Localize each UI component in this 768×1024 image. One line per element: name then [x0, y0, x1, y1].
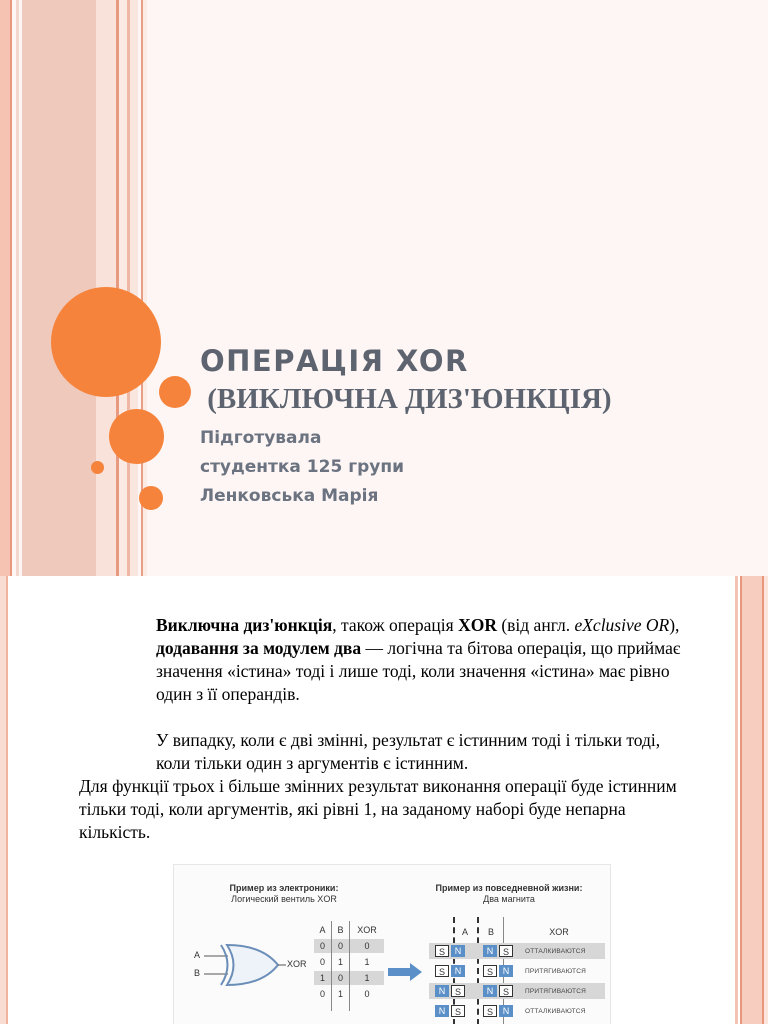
right-caption-title: Пример из повседневной жизни: [435, 883, 583, 893]
decor-circle [51, 287, 161, 397]
right-caption-subtitle: Два магнита [483, 894, 535, 904]
magnet-a [435, 965, 467, 977]
table-header: XOR [357, 925, 377, 935]
left-caption-subtitle: Логический вентиль XOR [231, 894, 337, 904]
table-header: B [337, 925, 344, 935]
table-cell: 1 [337, 989, 343, 999]
arrow-right-icon [388, 963, 424, 981]
decor-circle [109, 409, 164, 464]
multi-variable-paragraph: Для функції трьох і більше змінних результат виконання операції буде істинним тільки тоді, коли аргументів, які рівні 1, на заданому наборі буде непарна кількість. [79, 776, 677, 842]
left-caption [204, 883, 364, 905]
magnet-pole: S [435, 965, 449, 977]
magnet-pole: S [499, 985, 513, 997]
subtitle-line: Підготувала [200, 428, 322, 448]
left-caption-title: Пример из электроники: [229, 883, 339, 893]
table-cell: 0 [364, 989, 370, 999]
magnet-pole: S [451, 1005, 465, 1017]
table-cell: 1 [364, 957, 370, 967]
decor-strip [6, 576, 8, 1024]
title-line-1: ОПЕРАЦІЯ XOR [200, 344, 469, 378]
magnet-pole: S [435, 945, 449, 957]
gate-output: XOR [287, 959, 307, 969]
table-cell: 0 [319, 989, 325, 999]
definition-paragraph [79, 614, 691, 706]
magnet-header: A [461, 927, 468, 937]
text-run: — логічна та бітова операція, що приймає значення «істина» тоді і лише тоді, коли значення «істина» має рівно один з її операндів. [156, 638, 681, 704]
slide-title [200, 344, 760, 416]
table-header: A [319, 925, 326, 935]
text-run: (від англ. [496, 615, 575, 635]
decor-strip [735, 576, 738, 1024]
text-run: , також операція [332, 615, 459, 635]
decor-strip [130, 0, 138, 576]
decor-circle [91, 461, 104, 474]
decor-strip [0, 0, 10, 576]
content-slide [0, 576, 768, 1024]
body-text [79, 614, 691, 844]
magnet-pole: N [499, 965, 513, 977]
magnet-result: ПРИТЯГИВАЮТСЯ [525, 968, 587, 975]
magnet-b [483, 965, 515, 977]
magnet-a [435, 985, 467, 997]
magnet-b [483, 945, 515, 957]
magnet-pole: N [451, 965, 465, 977]
english-term: eXclusive OR [574, 615, 670, 635]
gate-input-b: B [194, 968, 201, 978]
decor-strip [16, 0, 19, 576]
magnet-table [429, 917, 605, 1024]
magnet-pole: N [483, 945, 497, 957]
subtitle-line: студентка 125 групи [200, 457, 404, 477]
magnet-result: ПРИТЯГИВАЮТСЯ [525, 988, 587, 995]
decor-strip [764, 576, 768, 1024]
table-cell: 0 [319, 941, 325, 951]
table-cell: 1 [319, 973, 325, 983]
magnet-pole: N [451, 945, 465, 957]
table-cell: 0 [319, 957, 325, 967]
magnet-a [435, 945, 467, 957]
term-bold: Виключна диз'юнкція [156, 615, 333, 635]
slide-subtitle [200, 424, 404, 511]
magnet-b [483, 985, 515, 997]
magnet-header: XOR [549, 927, 569, 937]
magnet-a [435, 1005, 467, 1017]
gate-input-a: A [194, 950, 201, 960]
magnet-pole: N [499, 1005, 513, 1017]
decor-strip [742, 576, 762, 1024]
magnet-pole: S [451, 985, 465, 997]
magnet-pole: S [483, 1005, 497, 1017]
magnet-pole: S [499, 945, 513, 957]
magnet-pole: N [483, 985, 497, 997]
xor-bold: XOR [458, 615, 497, 635]
table-cell: 0 [337, 941, 343, 951]
truth-table [314, 921, 384, 1011]
modulo-two-bold: додавання за модулем два [156, 638, 362, 658]
magnet-pole: S [483, 965, 497, 977]
magnet-pole: N [435, 985, 449, 997]
decor-circle [159, 376, 191, 408]
table-cell: 0 [337, 973, 343, 983]
decor-strip [10, 0, 12, 576]
magnet-header: B [487, 927, 494, 937]
xor-illustration [173, 864, 611, 1024]
magnet-result: ОТТАЛКИВАЮТСЯ [525, 1008, 586, 1015]
magnet-b [483, 1005, 515, 1017]
two-variable-paragraph: У випадку, коли є дві змінні, результат є істинним тоді і тільки тоді, коли тільки один з аргументів є істинним. [156, 730, 661, 773]
decor-strip [22, 0, 96, 576]
text-run: ), [669, 615, 680, 635]
table-cell: 1 [337, 957, 343, 967]
table-cell: 0 [364, 941, 370, 951]
magnet-result: ОТТАЛКИВАЮТСЯ [525, 948, 586, 955]
subtitle-line: Ленковська Марія [200, 486, 379, 506]
right-caption [424, 883, 594, 905]
magnet-pole: N [435, 1005, 449, 1017]
table-cell: 1 [364, 973, 370, 983]
decor-circle [139, 486, 163, 510]
title-line-2: (ВИКЛЮЧНА ДИЗ'ЮНКЦІЯ) [200, 383, 612, 415]
